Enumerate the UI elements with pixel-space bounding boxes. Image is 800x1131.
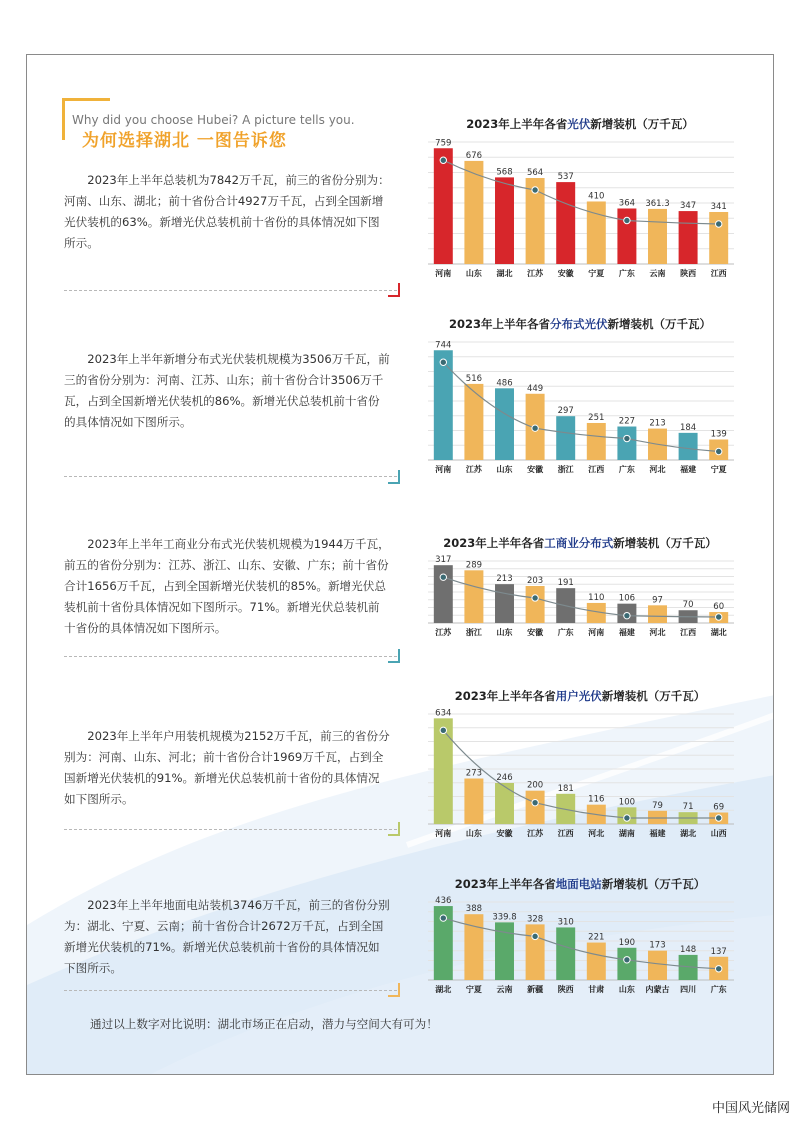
chart-title: 2023年上半年各省光伏新增装机（万千瓦）: [466, 117, 694, 131]
bar: [526, 586, 545, 623]
data-label: 361.3: [645, 198, 670, 209]
data-label: 60: [713, 602, 725, 613]
trend-marker: [440, 359, 446, 365]
trend-marker: [624, 815, 630, 821]
header-title: 为何选择湖北 一图告诉您: [82, 131, 287, 151]
data-label: 110: [588, 592, 605, 603]
data-label: 339.8: [492, 912, 517, 923]
category-label: 山东: [496, 465, 513, 474]
data-label: 69: [713, 802, 725, 813]
separator-3: [64, 656, 397, 657]
data-label: 341: [710, 201, 727, 212]
trend-marker: [624, 435, 630, 441]
bar: [526, 791, 545, 824]
data-label: 137: [710, 946, 727, 957]
bar: [556, 182, 575, 264]
data-label: 116: [588, 794, 605, 805]
data-label: 139: [710, 429, 727, 440]
corner-bracket-4: [388, 822, 400, 836]
category-label: 云南: [649, 269, 666, 278]
trend-marker: [624, 957, 630, 963]
category-label: 浙江: [465, 628, 482, 637]
category-label: 新疆: [527, 985, 544, 994]
category-label: 陕西: [557, 985, 574, 994]
data-label: 537: [557, 172, 574, 183]
bar: [648, 209, 667, 264]
trend-marker: [440, 915, 446, 921]
category-label: 云南: [496, 985, 513, 994]
data-label: 744: [435, 340, 452, 351]
bar: [495, 388, 514, 460]
corner-bracket-5: [388, 983, 400, 997]
data-label: 190: [618, 937, 636, 948]
category-label: 安徽: [527, 465, 544, 474]
bar: [679, 433, 698, 460]
bar: [679, 211, 698, 264]
chart-title: 2023年上半年各省地面电站新增装机（万千瓦）: [454, 877, 706, 891]
data-label: 70: [682, 600, 694, 611]
chart-pv-total: [420, 114, 740, 284]
category-label: 河南: [435, 829, 452, 838]
data-label: 568: [496, 167, 513, 178]
bar: [464, 384, 483, 460]
category-label: 江苏: [527, 829, 544, 838]
data-label: 634: [435, 708, 452, 719]
trend-line: [443, 577, 718, 617]
data-label: 410: [588, 191, 605, 202]
trend-marker: [532, 187, 538, 193]
category-label: 山东: [465, 829, 482, 838]
data-label: 246: [496, 773, 513, 783]
data-label: 273: [465, 768, 483, 779]
bar: [495, 783, 514, 824]
category-label: 河北: [649, 465, 666, 474]
site-watermark: 中国风光储网: [711, 1101, 790, 1116]
data-label: 97: [652, 595, 663, 606]
category-label: 福建: [680, 465, 697, 474]
chart-commercial-distributed: [420, 533, 740, 643]
section-1-text: 2023年上半年总装机为7842万千瓦，前三的省份分别为：河南、山东、湖北；前十省份合计4927万千瓦，占到全国新增光伏装机的63%。新增光伏总装机前十省份的具体情况如下图所示。: [64, 173, 390, 250]
trend-line: [443, 160, 718, 224]
trend-line: [443, 730, 718, 818]
separator-2: [64, 476, 397, 477]
bar: [648, 951, 667, 980]
bar: [587, 943, 606, 980]
category-label: 宁夏: [710, 465, 727, 474]
bar: [709, 212, 728, 264]
data-label: 364: [618, 198, 636, 209]
data-label: 79: [652, 800, 663, 811]
data-label: 191: [557, 578, 574, 589]
data-label: 148: [679, 944, 697, 955]
category-label: 江西: [680, 628, 697, 637]
data-label: 200: [526, 780, 544, 791]
category-label: 广东: [618, 465, 635, 474]
category-label: 山东: [496, 628, 513, 637]
data-label: 203: [526, 575, 544, 586]
corner-bracket-2: [388, 470, 400, 484]
category-label: 湖北: [680, 829, 697, 838]
bar: [587, 201, 606, 264]
category-label: 广东: [710, 985, 727, 994]
bar: [556, 416, 575, 460]
category-label: 河北: [588, 829, 605, 838]
bar: [464, 570, 483, 623]
category-label: 山东: [618, 985, 635, 994]
data-label: 227: [618, 416, 636, 427]
category-label: 河南: [435, 465, 452, 474]
data-label: 449: [526, 383, 544, 394]
category-label: 河南: [435, 269, 452, 278]
corner-bracket-3: [388, 649, 400, 663]
category-label: 宁夏: [588, 269, 605, 278]
category-label: 宁夏: [465, 985, 482, 994]
data-label: 328: [526, 914, 544, 925]
trend-marker: [532, 933, 538, 939]
category-label: 湖北: [496, 269, 513, 278]
separator-1: [64, 290, 397, 291]
trend-marker: [532, 799, 538, 805]
category-label: 内蒙古: [645, 985, 670, 994]
bar: [495, 177, 514, 264]
category-label: 江苏: [465, 465, 482, 474]
category-label: 湖北: [710, 628, 727, 637]
data-label: 173: [649, 940, 666, 951]
chart-title: 2023年上半年各省工商业分布式新增装机（万千瓦）: [443, 536, 717, 550]
trend-marker: [716, 966, 722, 972]
category-label: 山西: [710, 829, 727, 838]
data-label: 289: [465, 560, 483, 571]
separator-5: [64, 990, 397, 991]
trend-marker: [716, 448, 722, 454]
trend-marker: [440, 157, 446, 163]
trend-marker: [440, 727, 446, 733]
bar: [587, 423, 606, 460]
bar: [434, 718, 453, 824]
data-label: 213: [496, 574, 513, 585]
section-4-text: 2023年上半年户用装机规模为2152万千瓦，前三的省份分别为：河南、山东、河北；前十省份合计1969万千瓦，占到全国新增光伏装机的91%。新增光伏总装机前十省份的具体情况如下图所示。: [64, 729, 390, 806]
category-label: 广东: [618, 269, 635, 278]
category-label: 广东: [557, 628, 574, 637]
data-label: 100: [618, 797, 636, 808]
bar: [464, 779, 483, 825]
header-english-subtitle: Why did you choose Hubei? A picture tells you.: [72, 113, 355, 127]
section-5-text: 2023年上半年地面电站装机3746万千瓦，前三的省份分别为：湖北、宁夏、云南；前十省份合计2672万千瓦，占到全国新增光伏装机的71%。新增光伏总装机前十省份的具体情况如下图所示。: [64, 898, 390, 975]
category-label: 山东: [465, 269, 482, 278]
trend-marker: [532, 595, 538, 601]
chart-distributed-pv: [420, 314, 740, 480]
section-3-text: 2023年上半年工商业分布式光伏装机规模为1944万千瓦，前五的省份分别为：江苏、浙江、山东、安徽、广东；前十省份合计1656万千瓦，占到全国新增光伏装机的85%。新增光伏总装机前十省份具体情况如下图所示。71%。新增光伏总装机前十省份的具体情况如下图所示。: [64, 537, 390, 635]
category-label: 江西: [588, 465, 605, 474]
data-label: 486: [496, 378, 513, 389]
category-label: 安徽: [527, 628, 544, 637]
category-label: 河北: [649, 628, 666, 637]
chart-residential-pv: [420, 686, 740, 844]
trend-line: [443, 918, 718, 969]
chart-ground-station: [420, 874, 740, 1000]
trend-marker: [716, 614, 722, 620]
category-label: 四川: [680, 985, 697, 994]
data-label: 388: [465, 904, 483, 915]
trend-marker: [716, 815, 722, 821]
bar: [434, 148, 453, 264]
chart-title: 2023年上半年各省用户光伏新增装机（万千瓦）: [454, 689, 706, 703]
category-label: 福建: [649, 829, 666, 838]
bar: [648, 605, 667, 623]
chart-title: 2023年上半年各省分布式光伏新增装机（万千瓦）: [448, 317, 712, 331]
category-label: 江西: [710, 269, 727, 278]
category-label: 江西: [557, 829, 574, 838]
bar: [617, 948, 636, 980]
category-label: 河南: [588, 628, 605, 637]
data-label: 676: [465, 150, 483, 161]
data-label: 317: [435, 555, 452, 566]
trend-marker: [440, 574, 446, 580]
trend-marker: [624, 217, 630, 223]
bar: [495, 584, 514, 623]
section-2-text: 2023年上半年新增分布式光伏装机规模为3506万千瓦，前三的省份分别为：河南、江苏、山东；前十省份合计3506万千瓦，占到全国新增光伏装机的86%。新增光伏总装机前十省份的具体情况如下图所示。: [64, 352, 390, 429]
category-label: 甘肃: [588, 985, 605, 994]
data-label: 71: [682, 802, 694, 813]
data-label: 564: [526, 167, 544, 178]
category-label: 浙江: [557, 465, 574, 474]
data-label: 310: [557, 917, 574, 928]
category-label: 江苏: [435, 628, 452, 637]
bar: [556, 927, 575, 980]
data-label: 251: [588, 412, 605, 423]
data-label: 181: [557, 783, 574, 794]
trend-line: [443, 362, 718, 451]
bar: [617, 427, 636, 460]
trend-marker: [532, 425, 538, 431]
data-label: 297: [557, 406, 574, 417]
data-label: 759: [435, 138, 452, 149]
category-label: 陕西: [680, 269, 697, 278]
data-label: 221: [588, 932, 605, 943]
conclusion-text: 通过以上数字对比说明：湖北市场正在启动，潜力与空间大有可为！: [90, 1017, 438, 1031]
trend-marker: [624, 612, 630, 618]
bar: [434, 350, 453, 460]
data-label: 436: [435, 896, 452, 907]
data-label: 184: [679, 422, 697, 433]
category-label: 安徽: [557, 269, 574, 278]
corner-bracket-1: [388, 283, 400, 297]
category-label: 江苏: [527, 269, 544, 278]
category-label: 湖北: [435, 985, 452, 994]
data-label: 106: [618, 593, 636, 604]
trend-marker: [716, 221, 722, 227]
category-label: 湖南: [618, 829, 635, 838]
category-label: 福建: [618, 628, 635, 637]
category-label: 安徽: [496, 829, 513, 838]
data-label: 347: [679, 201, 697, 212]
data-label: 213: [649, 418, 666, 429]
separator-4: [64, 829, 397, 830]
data-label: 516: [465, 373, 483, 384]
